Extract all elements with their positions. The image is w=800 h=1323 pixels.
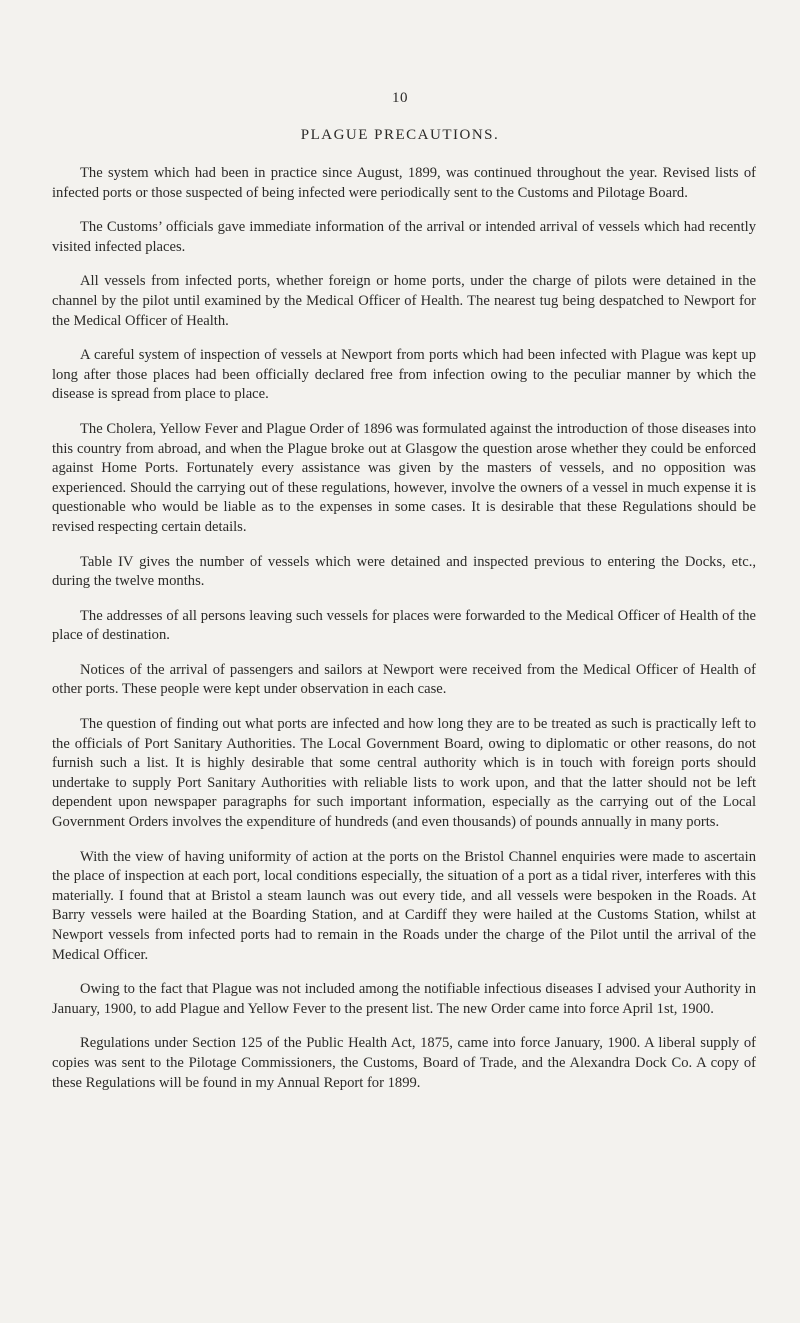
document-body (52, 164, 756, 1108)
page-number: 10 (392, 90, 408, 106)
paragraph-addresses-forwarded: The addresses of all persons leaving such vessels for places were forwarded to the Medical Officer of Health of the place of destination. (52, 607, 756, 644)
paragraph-bristol-channel-uniformity: With the view of having uniformity of action at the ports on the Bristol Channel enquiries were made to ascertain the place of inspection at each port, local conditions especially, the situation of a port as a tidal river, interferes with this materially. I found that at Bristol a steam launch was out every tide, and all vessels were bespoken in the Roads. At Barry vessels were hailed at the Boarding Station, and at Cardiff they were hailed at the Customs Station, whilst at Newport vessels from infected ports had to remain in the Roads under the charge of the Pilot until the arrival of the Medical Officer. (52, 848, 756, 963)
paragraph-order-1896: The Cholera, Yellow Fever and Plague Order of 1896 was formulated against the introduction of those diseases into this country from abroad, and when the Plague broke out at Glasgow the question arose whether they could be enforced against Home Ports. Fortunately every assistance was given by the masters of vessels, and no opposition was experienced. Should the carrying out of these regulations, however, involve the owners of a vessel in much expense it is questionable who would be liable as to the expenses in some cases. It is desirable that these Regulations should be revised respecting certain details. (52, 420, 756, 535)
paragraph-section-125-regulations: Regulations under Section 125 of the Public Health Act, 1875, came into force January, 1900. A liberal supply of copies was sent to the Pilotage Commissioners, the Customs, Board of Trade, and the Alexandra Dock Co. A copy of these Regulations will be found in my Annual Report for 1899. (52, 1035, 756, 1091)
paragraph-vessel-detention: All vessels from infected ports, whether foreign or home ports, under the charge of pilots were detained in the channel by the pilot until examined by the Medical Officer of Health. The nearest tug being despatched to Newport for the Medical Officer of Health. (52, 273, 756, 329)
paragraph-plague-system: The system which had been in practice since August, 1899, was continued throughout the year. Revised lists of infected ports or those suspected of being infected were periodically sent to the Customs and Pilotage Board. (52, 165, 756, 201)
paragraph-inspection-system: A careful system of inspection of vessels at Newport from ports which had been infected with Plague was kept up long after those places had been officially declared free from infection owing to the peculiar manner by which the disease is spread from place to place. (52, 347, 756, 403)
paragraph-customs-information: The Customs’ officials gave immediate information of the arrival or intended arrival of vessels which had recently visited infected places. (52, 219, 756, 255)
paragraph-arrival-notices: Notices of the arrival of passengers and sailors at Newport were received from the Medical Officer of Health of other ports. These people were kept under observation in each case. (52, 661, 756, 698)
paragraph-infected-ports-question: The question of finding out what ports are infected and how long they are to be treated as such is practically left to the officials of Port Sanitary Authorities. The Local Government Board, owing to diplomatic or other reasons, do not furnish such a list. It is highly desirable that some central authority which is in touch with foreign ports should undertake to supply Port Sanitary Authorities with reliable lists to work upon, and that the latter should not be left dependent upon newspaper paragraphs for such important information, especially as the carrying out of the Local Government Orders involves the expenditure of hundreds (and even thousands) of pounds annually in many ports. (52, 716, 756, 831)
paragraph-table-iv: Table IV gives the number of vessels which were detained and inspected previous to entering the Docks, etc., during the twelve months. (52, 553, 756, 590)
page-title: PLAGUE PRECAUTIONS. (300, 127, 500, 143)
paragraph-notifiable-diseases: Owing to the fact that Plague was not included among the notifiable infectious diseases I advised your Authority in January, 1900, to add Plague and Yellow Fever to the present list. The new Order came into force April 1st, 1900. (52, 981, 756, 1017)
